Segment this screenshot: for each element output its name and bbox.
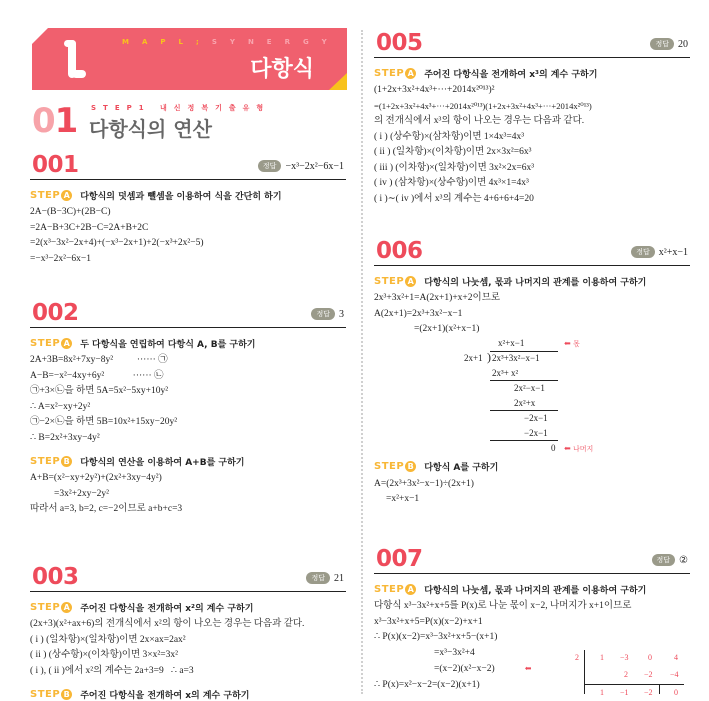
- solution-line: 2A+3B=8x²+7xy−8y² ······ ㉠: [30, 355, 168, 365]
- solution-line: =3x²+2xy−2y²: [54, 488, 110, 499]
- answer-value: 20: [678, 38, 688, 50]
- step-a: STEP A 주어진 다항식을 전개하여 x³의 계수 구하기: [374, 67, 598, 80]
- answer-badge: 정답: [258, 160, 282, 172]
- problem-number: 007: [376, 546, 423, 572]
- chapter-title: 다항식: [250, 57, 314, 82]
- problem-003: [30, 564, 346, 701]
- solution-line: ( i )∼( iv )에서 x³의 계수는 4+6+6+4=20: [374, 193, 534, 204]
- solution-line: 다항식 x³−3x²+x+5를 P(x)로 나눈 몫이 x−2, 나머지가 x+1이므로: [374, 601, 632, 611]
- solution-line: A=(2x³+3x²−x−1)÷(2x+1): [374, 478, 474, 489]
- solution-line: ( ii ) (일차항)×(이차항)이면 2x×3x²=6x³: [374, 147, 532, 157]
- step-letter-badge: A: [61, 190, 72, 201]
- solution-line: 따라서 a=3, b=2, c=−2이므로 a+b+c=3: [30, 504, 183, 514]
- solution-line: =x²+x−1: [386, 494, 420, 504]
- solution-line: ∴ P(x)=x²−x−2=(x−2)(x+1): [374, 679, 480, 690]
- solution-line: =(x−2)(x²−x−2) ⬅: [434, 664, 532, 674]
- solution-line: ∴ B=2x²+3xy−4y²: [30, 432, 100, 443]
- solution-line: ㉠+3×㉡을 하면 5A=5x²−5xy+10y²: [30, 386, 169, 396]
- step-b: STEP B 다항식 A를 구하기: [374, 461, 499, 473]
- solution-line: ( iv ) (삼차항)×(상수항)이면 4x³×1=4x³: [374, 178, 529, 188]
- synthetic-division-root: 2: [575, 653, 579, 662]
- remainder-marker: ⬅ 나머지: [564, 443, 594, 453]
- brand-label: MAPL;SYNERGY: [122, 38, 340, 46]
- solution-line: ( i ) (상수항)×(삼차항)이면 1×4x³=4x³: [374, 131, 525, 142]
- arrow-left-icon: ⬅: [564, 338, 571, 348]
- problem-number: 001: [32, 152, 79, 178]
- step-b: STEP B 다항식의 연산을 이용하여 A+B를 구하기: [30, 455, 245, 468]
- step-a: STEP A 두 다항식을 연립하여 다항식 A, B를 구하기: [30, 337, 256, 350]
- answer-badge: 정답: [631, 246, 655, 258]
- step-a: STEP A 다항식의 덧셈과 뺄셈을 이용하여 식을 간단히 하기: [30, 189, 282, 202]
- step-letter-badge: A: [61, 602, 72, 613]
- answer: [650, 38, 688, 50]
- solution-line: x³−3x²+x+5=P(x)(x−2)+x+1: [374, 616, 483, 627]
- solution-line: A+B=(x²−xy+2y²)+(2x²+3xy−4y²): [30, 473, 162, 483]
- step-letter-badge: B: [61, 456, 72, 467]
- step-b: STEP B 주어진 다항식을 전개하여 x의 계수 구하기: [30, 688, 250, 701]
- step-a: STEP A 주어진 다항식을 전개하여 x²의 계수 구하기: [30, 601, 254, 614]
- answer-value: −x³−2x²−6x−1: [285, 160, 344, 172]
- problem-006: [374, 238, 690, 508]
- answer: [306, 572, 344, 584]
- solution-line: =−x³−2x²−6x−1: [30, 253, 91, 264]
- problem-007: [374, 546, 690, 693]
- section-number: 01: [32, 101, 78, 141]
- solution-line: =x³−3x²+4: [434, 647, 475, 658]
- answer: [652, 554, 689, 566]
- problem-005: [374, 30, 690, 207]
- arrow-left-icon: ⬅: [564, 443, 571, 453]
- solution-line: =2A−B+3C+2B−C=2A+B+2C: [30, 222, 149, 233]
- answer-badge: 정답: [652, 554, 676, 566]
- answer-value: x²+x−1: [658, 246, 688, 258]
- problem-002: [30, 300, 346, 518]
- step-letter-badge: B: [405, 461, 416, 472]
- solution-line: (1+2x+3x²+4x³+···+2014x²⁰¹³)²: [374, 85, 495, 95]
- column-divider: [361, 30, 363, 694]
- solution-line: ( iii ) (이차항)×(일차항)이면 3x²×2x=6x³: [374, 162, 535, 173]
- quotient-marker: ⬅ 몫: [564, 338, 580, 348]
- solution-line: ∴ P(x)(x−2)=x³−3x²+x+5−(x+1): [374, 632, 498, 642]
- solution-line: ∴ A=x²−xy+2y²: [30, 401, 91, 412]
- long-division: x²+x−1 ⬅ 몫 2x+1 ) 2x³+3x²−x−1 2x³+ x² 2x²−x−1 2x²+x −2x−1 −2x−1 0 ⬅ 나머지: [464, 337, 594, 453]
- step-a: STEP A 다항식의 나눗셈, 몫과 나머지의 관계를 이용하여 구하기: [374, 275, 647, 288]
- solution-line: ( i ) (일차항)×(일차항)이면 2x×ax=2ax²: [30, 634, 186, 645]
- arrow-left-icon: ⬅: [524, 664, 532, 673]
- solution-line: 의 전개식에서 x³의 항이 나오는 경우는 다음과 같다.: [374, 116, 585, 126]
- solution-line: =(1+2x+3x²+4x³+···+2014x²⁰¹³)(1+2x+3x²+4x³+···+2014x²⁰¹³): [374, 100, 592, 111]
- solution-line: 2x³+3x²+1=A(2x+1)+x+2이므로: [374, 293, 501, 303]
- step-a: STEP A 다항식의 나눗셈, 몫과 나머지의 관계를 이용하여 구하기: [374, 583, 647, 596]
- problem-number: 005: [376, 30, 423, 56]
- answer: [311, 308, 344, 320]
- answer-badge: 정답: [311, 308, 335, 320]
- answer-value: 3: [339, 308, 344, 320]
- chapter-number-glyph: [64, 36, 86, 82]
- solution-line: =(2x+1)(x²+x−1): [414, 324, 480, 334]
- step-letter-badge: A: [405, 276, 416, 287]
- section-title: 다항식의 연산: [89, 117, 212, 141]
- step-letter-badge: A: [405, 68, 416, 79]
- step-letter-badge: A: [61, 338, 72, 349]
- division-quotient: x²+x−1: [498, 337, 525, 348]
- answer-value: ②: [679, 554, 688, 566]
- division-divisor: 2x+1: [464, 352, 483, 363]
- problem-001: [30, 152, 346, 267]
- section-step-label: STEP1 내신정복기출유형: [91, 104, 271, 112]
- answer-value: 21: [334, 572, 344, 584]
- division-dividend: 2x³+3x²−x−1: [492, 352, 540, 363]
- solution-line: ㉠−2×㉡을 하면 5B=10x²+15xy−20y²: [30, 417, 178, 427]
- answer: [631, 246, 688, 258]
- step-letter-badge: B: [61, 689, 72, 700]
- problem-number: 006: [376, 238, 423, 264]
- problem-number: 002: [32, 300, 79, 326]
- problem-number: 003: [32, 564, 79, 590]
- solution-line: A−B=−x²−4xy+6y² ······ ㉡: [30, 370, 164, 381]
- solution-line: (2x+3)(x²+ax+6)의 전개식에서 x²의 항이 나오는 경우는 다음과 같다.: [30, 619, 305, 629]
- answer-badge: 정답: [650, 38, 674, 50]
- solution-line: 2A−(B−3C)+(2B−C): [30, 207, 111, 217]
- answer: [258, 160, 344, 172]
- solution-line: ( i ), ( ii )에서 x²의 계수는 2a+3=9 ∴ a=3: [30, 665, 194, 676]
- solution-line: ( ii ) (상수항)×(이차항)이면 3×x²=3x²: [30, 650, 178, 660]
- solution-line: =2(x³−3x²−2x+4)+(−x³−2x+1)+2(−x³+2x²−5): [30, 238, 204, 248]
- step-letter-badge: A: [405, 584, 416, 595]
- solution-line: A(2x+1)=2x³+3x²−x−1: [374, 308, 463, 319]
- answer-badge: 정답: [306, 572, 330, 584]
